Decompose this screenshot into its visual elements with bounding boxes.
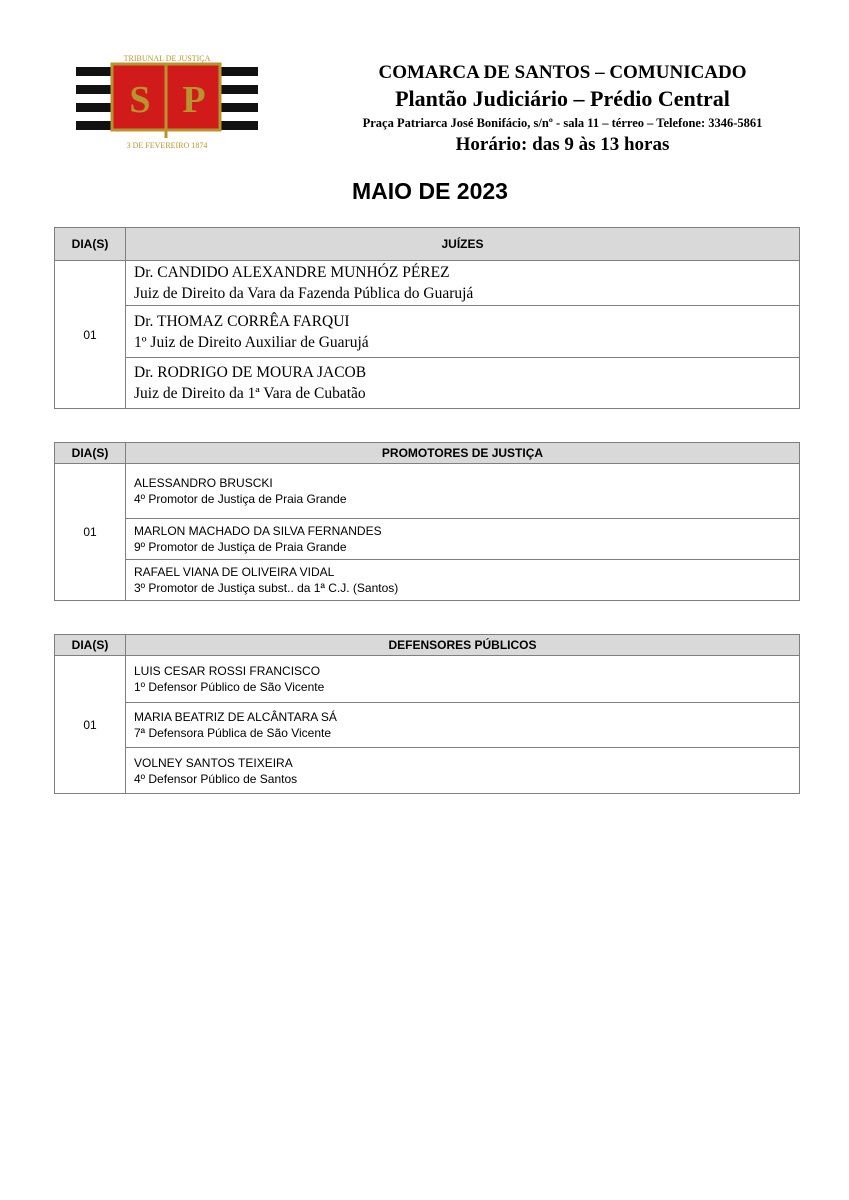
person-name: MARIA BEATRIZ DE ALCÂNTARA SÁ [134, 710, 337, 724]
prosecutors-table [54, 442, 800, 601]
person-role: 7ª Defensora Pública de São Vicente [134, 726, 332, 740]
person-name: LUIS CESAR ROSSI FRANCISCO [134, 664, 321, 678]
col-header-defenders: DEFENSORES PÚBLICOS [126, 635, 800, 656]
header-hours: Horário: das 9 às 13 horas [455, 134, 670, 155]
person-role: Juiz de Direito da 1ª Vara de Cubatão [134, 385, 366, 402]
person-role: 4º Promotor de Justiça de Praia Grande [134, 492, 347, 506]
table-row [126, 560, 800, 601]
col-header-day: DIA(S) [55, 228, 126, 261]
col-header-day: DIA(S) [55, 443, 126, 464]
day-cell: 01 [55, 261, 126, 409]
table-row [126, 306, 800, 358]
table-row [126, 703, 800, 748]
table-row [126, 358, 800, 409]
header-comarca: COMARCA DE SANTOS – COMUNICADO [378, 62, 747, 83]
court-seal-logo [76, 52, 258, 152]
judges-table [54, 227, 800, 409]
person-name: MARLON MACHADO DA SILVA FERNANDES [134, 524, 382, 538]
person-role: 1º Juiz de Direito Auxiliar de Guarujá [134, 333, 369, 351]
col-header-prosecutors: PROMOTORES DE JUSTIÇA [126, 443, 800, 464]
person-role: Juiz de Direito da Vara da Fazenda Pública do Guarujá [134, 285, 474, 302]
person-name: RAFAEL VIANA DE OLIVEIRA VIDAL [134, 565, 335, 579]
person-name: VOLNEY SANTOS TEIXEIRA [134, 755, 293, 770]
person-role: 1º Defensor Público de São Vicente [134, 680, 325, 694]
seal-bottom-text: 3 DE FEVEREIRO 1874 [126, 141, 208, 150]
seal-top-text: TRIBUNAL DE JUSTIÇA [123, 54, 211, 63]
person-role: 9º Promotor de Justiça de Praia Grande [134, 540, 347, 554]
person-role: 4º Defensor Público de Santos [134, 771, 298, 786]
day-cell: 01 [55, 656, 126, 794]
person-name: ALESSANDRO BRUSCKI [134, 476, 273, 490]
day-cell: 01 [55, 464, 126, 601]
header-address: Praça Patriarca José Bonifácio, s/nº - sala 11 – térreo – Telefone: 3346-5861 [362, 116, 763, 130]
table-row [126, 464, 800, 519]
person-name: Dr. THOMAZ CORRÊA FARQUI [134, 312, 350, 330]
person-name: Dr. RODRIGO DE MOURA JACOB [134, 364, 367, 381]
defenders-table [54, 634, 800, 794]
table-row [126, 656, 800, 703]
page-title: MAIO DE 2023 [352, 178, 508, 204]
seal-letter-s: S [129, 79, 151, 121]
table-row [126, 261, 800, 306]
table-row [126, 519, 800, 560]
header-plantao: Plantão Judiciário – Prédio Central [395, 86, 730, 111]
table-row [126, 748, 800, 794]
col-header-day: DIA(S) [55, 635, 126, 656]
person-role: 3º Promotor de Justiça subst.. da 1ª C.J. (Santos) [134, 581, 399, 595]
person-name: Dr. CANDIDO ALEXANDRE MUNHÓZ PÉREZ [134, 264, 450, 281]
seal-letter-p: P [182, 79, 206, 121]
col-header-judges: JUÍZES [126, 228, 800, 261]
